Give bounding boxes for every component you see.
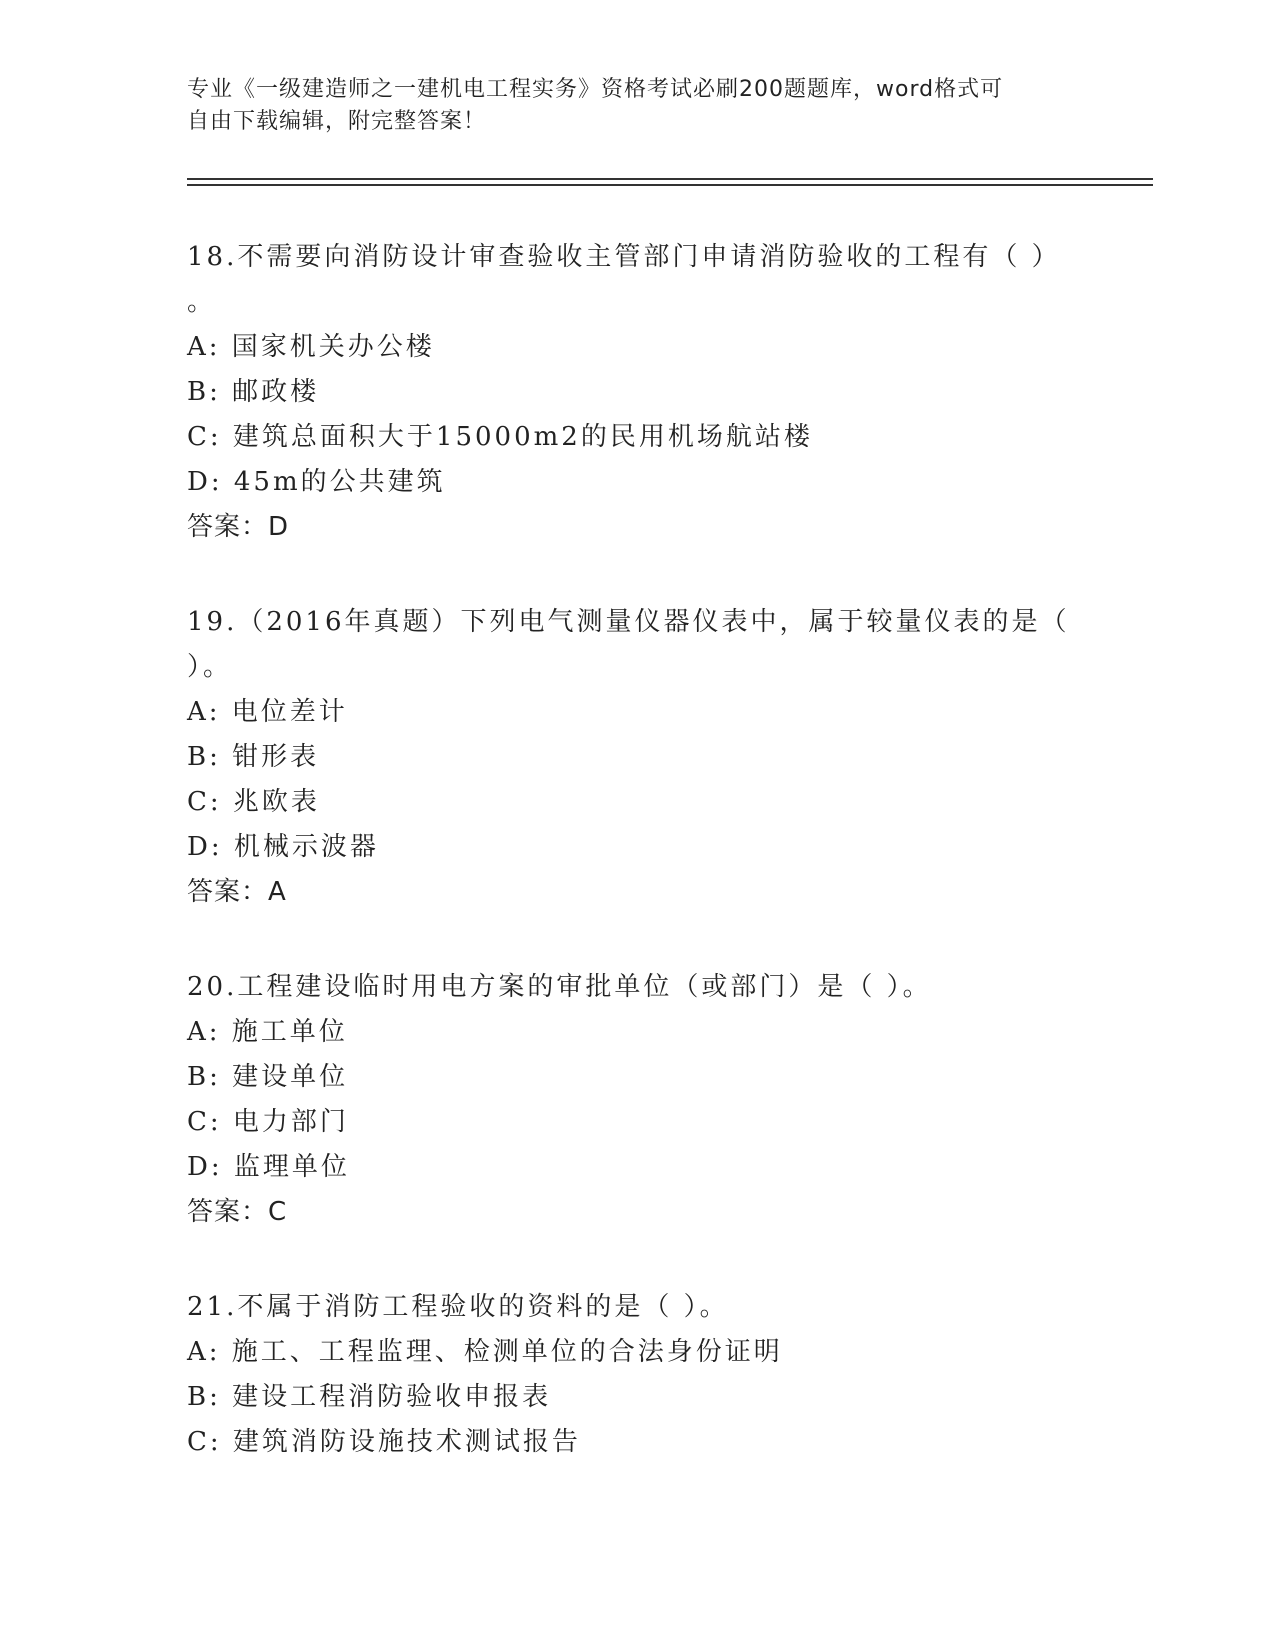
question-19 — [187, 600, 1087, 915]
option-b: B: 邮政楼 — [187, 377, 320, 407]
option-b: B: 建设工程消防验收申报表 — [187, 1382, 552, 1412]
option-a: A: 国家机关办公楼 — [187, 332, 435, 362]
option-d: D: 监理单位 — [187, 1152, 350, 1182]
option-c: C: 建筑总面积大于15000m2的民用机场航站楼 — [187, 422, 813, 452]
option-a: A: 施工单位 — [187, 1017, 348, 1047]
question-21 — [187, 1285, 1087, 1465]
question-18 — [187, 235, 1087, 550]
option-d: D: 45m的公共建筑 — [187, 467, 446, 497]
question-stem: 18.不需要向消防设计审查验收主管部门申请消防验收的工程有（ ） — [187, 242, 1061, 272]
header-line-1: 专业《一级建造师之一建机电工程实务》资格考试必刷200题题库，word格式可 — [187, 77, 1004, 102]
document-header — [187, 74, 1087, 138]
question-stem: 21.不属于消防工程验收的资料的是（ ）。 — [187, 1292, 729, 1322]
option-c: C: 建筑消防设施技术测试报告 — [187, 1427, 581, 1457]
answer-label: 答案：C — [187, 1197, 288, 1227]
option-b: B: 钳形表 — [187, 742, 320, 772]
question-stem: 19.（2016年真题）下列电气测量仪器仪表中，属于较量仪表的是（ — [187, 607, 1070, 637]
answer-label: 答案：D — [187, 512, 290, 542]
answer-label: 答案：A — [187, 877, 287, 907]
option-c: C: 电力部门 — [187, 1107, 349, 1137]
question-20 — [187, 965, 1087, 1235]
option-a: A: 电位差计 — [187, 697, 348, 727]
header-line-2: 自由下载编辑，附完整答案！ — [187, 109, 487, 134]
option-c: C: 兆欧表 — [187, 787, 320, 817]
question-stem-continuation: ）。 — [187, 652, 233, 682]
option-b: B: 建设单位 — [187, 1062, 349, 1092]
question-stem-continuation: 。 — [187, 287, 217, 317]
option-d: D: 机械示波器 — [187, 832, 379, 862]
header-divider-bottom — [187, 184, 1153, 186]
option-a: A: 施工、工程监理、检测单位的合法身份证明 — [187, 1337, 783, 1367]
header-divider-top — [187, 178, 1153, 180]
question-stem: 20.工程建设临时用电方案的审批单位（或部门）是（ ）。 — [187, 972, 932, 1002]
